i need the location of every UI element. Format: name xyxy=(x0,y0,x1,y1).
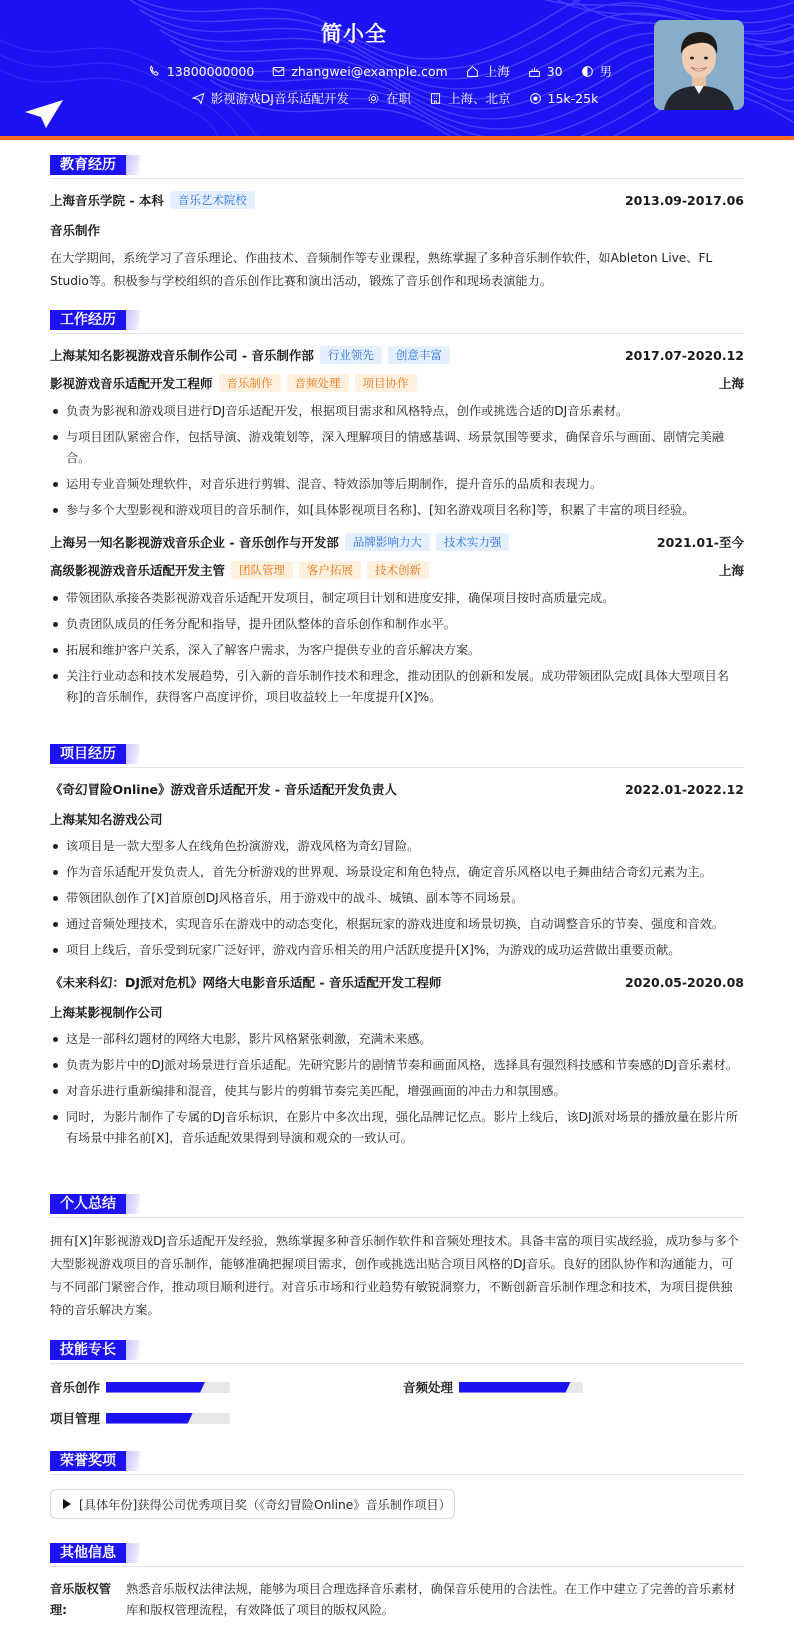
gender-item xyxy=(581,62,613,80)
skills-section xyxy=(50,1340,744,1426)
skill-bar-fill xyxy=(459,1382,571,1393)
project-entry xyxy=(50,780,744,961)
gear-icon xyxy=(367,92,380,105)
section-title-work: 工作经历 xyxy=(50,310,126,330)
company-tag: 创意丰富 xyxy=(388,346,450,364)
list-item: 负责团队成员的任务分配和指导，提升团队整体的音乐创作和制作水平。 xyxy=(50,614,744,635)
list-item: 负责为影片中的DJ派对场景进行音乐适配。先研究影片的剧情节奏和画面风格，选择具有强烈科技感和节奏感的DJ音乐素材。 xyxy=(50,1055,744,1076)
project-date: 2020.05-2020.08 xyxy=(624,974,744,990)
other-key: 音乐版权管理: xyxy=(50,1582,111,1617)
play-icon xyxy=(63,1499,71,1509)
position-tag: 音乐制作 xyxy=(219,374,281,392)
skill-bar xyxy=(106,1413,230,1424)
target-job-item xyxy=(192,89,349,107)
list-item: 关注行业动态和技术发展趋势，引入新的音乐制作技术和理念，推动团队的创新和发展。成功带领团队完成[具体大型项目名称]的音乐制作，获得客户高度评价，项目收益较上一年度提升[X]%。 xyxy=(50,666,744,708)
target-city-item xyxy=(429,89,511,107)
salary-item xyxy=(529,91,599,106)
section-header xyxy=(50,1543,744,1567)
avatar xyxy=(654,20,744,110)
contact-info-row xyxy=(130,62,630,80)
phone-text: 13800000000 xyxy=(166,63,255,79)
education-description: 在大学期间，系统学习了音乐理论、作曲技术、音频制作等专业课程，熟练掌握了多种音乐制作软件，如Ableton Live、FL Studio等。积极参与学校组织的音乐创作比赛和演出活动，锻炼了音乐创作和现场表演能力。 xyxy=(50,251,713,288)
paper-plane-icon xyxy=(24,98,64,130)
position-tag: 客户拓展 xyxy=(299,561,361,579)
list-item: 该项目是一款大型多人在线角色扮演游戏，游戏风格为奇幻冒险。 xyxy=(50,836,744,857)
summary-section xyxy=(50,1194,744,1322)
position-tag: 技术创新 xyxy=(367,561,429,579)
skill-bar-fill xyxy=(106,1413,193,1424)
job-entry xyxy=(50,533,744,708)
position-tag: 项目协作 xyxy=(355,374,417,392)
list-item: 拓展和维护客户关系，深入了解客户需求，为客户提供专业的音乐解决方案。 xyxy=(50,640,744,661)
job-company-row xyxy=(50,533,744,551)
section-title-other: 其他信息 xyxy=(50,1543,126,1563)
home-icon xyxy=(466,65,479,78)
skill-item xyxy=(50,1409,230,1427)
school-tag: 音乐艺术院校 xyxy=(170,191,255,209)
job-entry xyxy=(50,346,744,521)
project-entry xyxy=(50,973,744,1149)
list-item: 这是一部科幻题材的网络大电影，影片风格紧张刺激，充满未来感。 xyxy=(50,1029,744,1050)
list-item: 作为音乐适配开发负责人，首先分析游戏的世界观、场景设定和角色特点，确定音乐风格以电子舞曲结合奇幻元素为主。 xyxy=(50,862,744,883)
send-icon xyxy=(192,92,205,105)
list-item: 负责为影视和游戏项目进行DJ音乐适配开发，根据项目需求和风格特点，创作或挑选合适的DJ音乐素材。 xyxy=(50,401,744,422)
job-location: 上海 xyxy=(718,563,744,578)
section-header xyxy=(50,155,744,179)
skill-bar xyxy=(459,1382,583,1393)
other-item xyxy=(50,1579,744,1621)
city-item xyxy=(466,62,510,80)
list-item: 通过音频处理技术，实现音乐在游戏中的动态变化，根据玩家的游戏进度和场景切换，自动调整音乐的节奏、强度和音效。 xyxy=(50,914,744,935)
skill-bar-fill xyxy=(106,1382,205,1393)
project-bullets xyxy=(50,836,744,961)
projects-section xyxy=(50,744,744,1154)
award-text: [具体年份]获得公司优秀项目奖（《奇幻冒险Online》音乐制作项目） xyxy=(79,1497,451,1512)
skill-name: 音频处理 xyxy=(403,1380,454,1395)
skill-name: 项目管理 xyxy=(50,1411,101,1426)
status-item xyxy=(367,89,411,107)
project-name: 《奇幻冒险Online》游戏音乐适配开发 - 音乐适配开发负责人 xyxy=(50,782,397,797)
list-item: 同时，为影片制作了专属的DJ音乐标识，在影片中多次出现，强化品牌记忆点。影片上线后，该DJ派对场景的播放量在影片所有场景中排名前[X]，音乐适配效果得到导演和观众的一致认可。 xyxy=(50,1107,744,1149)
email-text: zhangwei@example.com xyxy=(291,63,448,79)
age-item xyxy=(528,64,563,79)
email-item xyxy=(272,64,447,79)
project-name: 《未来科幻：DJ派对危机》网络大电影音乐适配 - 音乐适配开发工程师 xyxy=(50,975,442,990)
position-tag: 团队管理 xyxy=(231,561,293,579)
project-name-row xyxy=(50,973,744,991)
job-date: 2017.07-2020.12 xyxy=(624,347,744,363)
mail-icon xyxy=(272,65,285,78)
project-org: 上海某知名游戏公司 xyxy=(50,812,163,827)
summary-text: 拥有[X]年影视游戏DJ音乐适配开发经验，熟练掌握多种音乐制作软件和音频处理技术。具备丰富的项目实战经验，成功参与多个大型影视游戏项目的音乐制作，能够准确把握项目需求，创作或挑选出贴合项目风格的DJ音乐。良好的团队协作和沟通能力，可与不同部门紧密合作，推动项目顺利进行。对音乐市场和行业趋势有敏锐洞察力，不断创新音乐制作理念和技术，为项目提供独特的音乐解决方案。 xyxy=(50,1234,739,1317)
job-position-row xyxy=(50,374,744,392)
school-name: 上海音乐学院 - 本科 xyxy=(50,193,164,208)
education-section xyxy=(50,155,744,293)
list-item: 带领团队创作了[X]首原创DJ风格音乐，用于游戏中的战斗、城镇、副本等不同场景。 xyxy=(50,888,744,909)
job-date: 2021.01-至今 xyxy=(656,535,744,550)
position-tag: 音频处理 xyxy=(287,374,349,392)
list-item: 带领团队承接各类影视游戏音乐适配开发项目，制定项目计划和进度安排，确保项目按时高质量完成。 xyxy=(50,588,744,609)
education-date: 2013.09-2017.06 xyxy=(624,192,744,208)
company-tag: 行业领先 xyxy=(320,346,382,364)
education-row xyxy=(50,191,744,209)
skill-item xyxy=(50,1378,230,1396)
cake-icon xyxy=(528,65,541,78)
project-date: 2022.01-2022.12 xyxy=(624,781,744,797)
resume-header xyxy=(0,0,794,140)
phone-item xyxy=(148,64,254,79)
job-company-row xyxy=(50,346,744,364)
skill-item xyxy=(403,1378,583,1396)
gender-text: 男 xyxy=(599,64,613,79)
job-bullets xyxy=(50,401,744,521)
section-title-education: 教育经历 xyxy=(50,155,126,175)
candidate-name: 简小全 xyxy=(321,22,387,46)
project-name-row xyxy=(50,780,744,798)
target-city-text: 上海、北京 xyxy=(448,91,511,106)
job-location: 上海 xyxy=(718,376,744,391)
company-tag: 品牌影响力大 xyxy=(345,533,430,551)
list-item: 项目上线后，音乐受到玩家广泛好评，游戏内音乐相关的用户活跃度提升[X]%，为游戏的成功运营做出重要贡献。 xyxy=(50,940,744,961)
section-title-awards: 荣誉奖项 xyxy=(50,1451,126,1471)
position-name: 高级影视游戏音乐适配开发主管 xyxy=(50,563,226,578)
job-position-row xyxy=(50,561,744,579)
salary-icon xyxy=(529,92,542,105)
project-bullets xyxy=(50,1029,744,1149)
section-header xyxy=(50,1340,744,1364)
age-text: 30 xyxy=(546,63,563,79)
list-item: 参与多个大型影视和游戏项目的音乐制作，如[具体影视项目名称]、[知名游戏项目名称]等，积累了丰富的项目经验。 xyxy=(50,500,744,521)
major: 音乐制作 xyxy=(50,223,101,238)
company-name: 上海另一知名影视游戏音乐企业 - 音乐创作与开发部 xyxy=(50,535,339,550)
gender-icon xyxy=(581,65,594,78)
list-item: 与项目团队紧密合作，包括导演、游戏策划等，深入理解项目的情感基调、场景氛围等要求，确保音乐与画面、剧情完美融合。 xyxy=(50,427,744,469)
job-bullets xyxy=(50,588,744,708)
city-text: 上海 xyxy=(484,64,510,79)
list-item: 运用专业音频处理软件，对音乐进行剪辑、混音、特效添加等后期制作，提升音乐的品质和表现力。 xyxy=(50,474,744,495)
company-name: 上海某知名影视游戏音乐制作公司 - 音乐制作部 xyxy=(50,348,314,363)
other-section xyxy=(50,1543,744,1621)
status-text: 在职 xyxy=(385,91,411,106)
other-value: 熟悉音乐版权法律法规，能够为项目合理选择音乐素材，确保音乐使用的合法性。在工作中建立了完善的音乐素材库和版权管理流程，有效降低了项目的版权风险。 xyxy=(126,1582,736,1617)
project-org: 上海某影视制作公司 xyxy=(50,1005,163,1020)
awards-section xyxy=(50,1451,744,1531)
job-intention-row xyxy=(145,89,645,107)
section-title-skills: 技能专长 xyxy=(50,1340,126,1360)
list-item: 对音乐进行重新编排和混音，使其与影片的剪辑节奏完美匹配，增强画面的冲击力和氛围感。 xyxy=(50,1081,744,1102)
award-item[interactable] xyxy=(50,1489,455,1519)
avatar-photo xyxy=(654,20,744,110)
salary-text: 15k-25k xyxy=(547,90,599,106)
position-name: 影视游戏音乐适配开发工程师 xyxy=(50,376,213,391)
section-title-projects: 项目经历 xyxy=(50,744,126,764)
building-icon xyxy=(429,92,442,105)
work-section xyxy=(50,310,744,713)
section-header xyxy=(50,310,744,334)
section-header xyxy=(50,1194,744,1218)
skill-bar xyxy=(106,1382,230,1393)
section-header xyxy=(50,1451,744,1475)
section-header xyxy=(50,744,744,768)
target-job-text: 影视游戏DJ音乐适配开发 xyxy=(210,91,349,106)
section-title-summary: 个人总结 xyxy=(50,1194,126,1214)
company-tag: 技术实力强 xyxy=(436,533,510,551)
phone-icon xyxy=(148,65,161,78)
skill-name: 音乐创作 xyxy=(50,1380,101,1395)
